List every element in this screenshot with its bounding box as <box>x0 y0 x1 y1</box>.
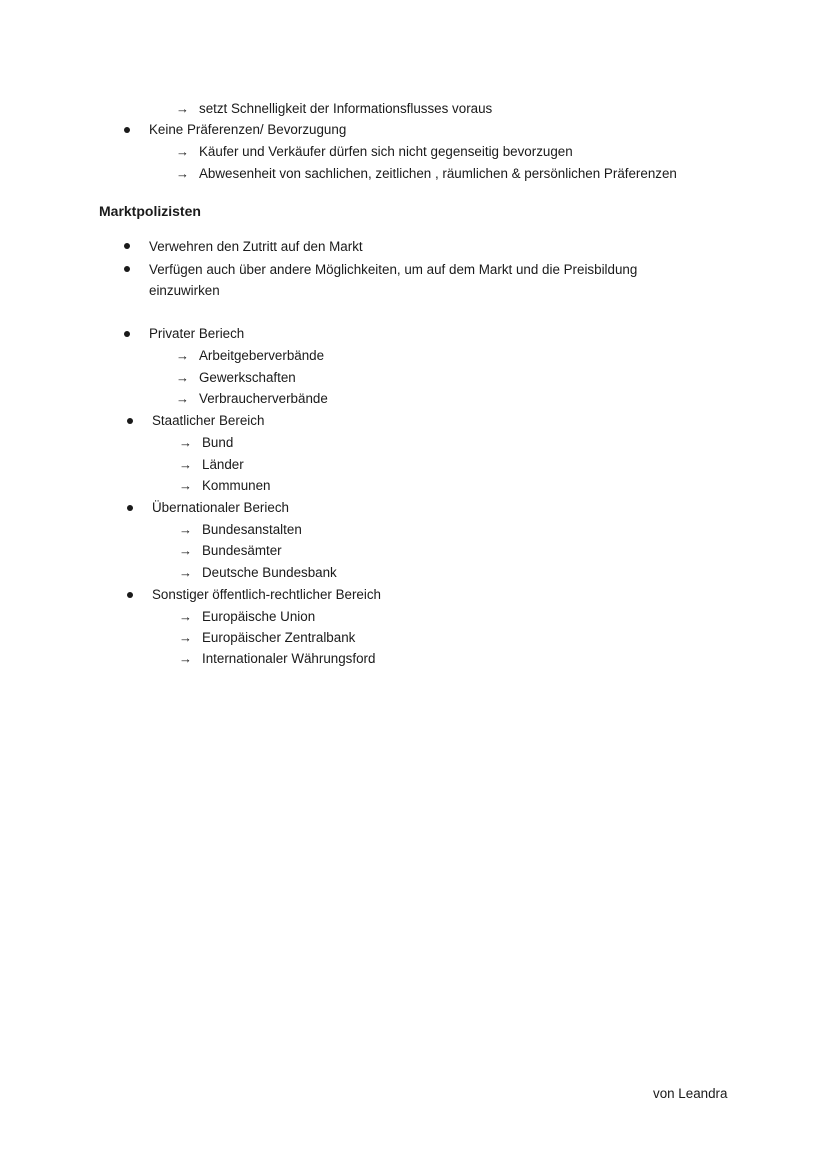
group-item: Bund <box>202 435 234 450</box>
bullet-icon <box>124 243 130 249</box>
arrow-icon: → <box>179 522 192 537</box>
arrow-item-text: Käufer und Verkäufer dürfen sich nicht gegenseitig bevorzugen <box>199 144 573 159</box>
group-item: Verbraucherverbände <box>199 391 328 406</box>
arrow-icon: → <box>179 543 192 558</box>
group-item: Länder <box>202 457 244 472</box>
group-title: Übernationaler Beriech <box>152 500 289 515</box>
arrow-icon: → <box>179 478 192 493</box>
arrow-icon: → <box>176 101 189 116</box>
group-item: Europäischer Zentralbank <box>202 630 356 645</box>
group-item: Kommunen <box>202 478 271 493</box>
group-title: Sonstiger öffentlich-rechtlicher Bereich <box>152 587 381 602</box>
author-footer: von Leandra <box>653 1086 728 1101</box>
group-item: Gewerkschaften <box>199 370 296 385</box>
arrow-icon: → <box>179 630 192 645</box>
arrow-icon: → <box>176 348 189 363</box>
arrow-icon: → <box>176 391 189 406</box>
arrow-icon: → <box>176 144 189 159</box>
group-title: Privater Beriech <box>149 326 245 341</box>
arrow-item-text: Abwesenheit von sachlichen, zeitlichen , räumlichen & persönlichen Präferenzen <box>199 166 677 181</box>
bullet-item-text: Keine Präferenzen/ Bevorzugung <box>149 122 347 137</box>
bullet-item-text-continued: einzuwirken <box>149 283 220 298</box>
arrow-item-text: setzt Schnelligkeit der Informationsflusses voraus <box>199 101 493 116</box>
bullet-icon <box>127 505 133 511</box>
group-item: Bundesanstalten <box>202 522 302 537</box>
arrow-icon: → <box>179 457 192 472</box>
group-item: Arbeitgeberverbände <box>199 348 325 363</box>
bullet-icon <box>124 266 130 272</box>
bullet-item-text: Verfügen auch über andere Möglichkeiten, um auf dem Markt und die Preisbildung <box>149 262 638 277</box>
arrow-icon: → <box>176 370 189 385</box>
bullet-icon <box>124 127 130 133</box>
group-item: Internationaler Währungsford <box>202 651 376 666</box>
bullet-icon <box>127 592 133 598</box>
bullet-icon <box>127 418 133 424</box>
arrow-icon: → <box>179 651 192 666</box>
arrow-icon: → <box>179 565 192 580</box>
group-title: Staatlicher Bereich <box>152 413 265 428</box>
bullet-item-text: Verwehren den Zutritt auf den Markt <box>149 239 363 254</box>
bullet-icon <box>124 331 130 337</box>
arrow-icon: → <box>176 166 189 181</box>
group-item: Europäische Union <box>202 609 316 624</box>
group-item: Deutsche Bundesbank <box>202 565 337 580</box>
section-heading: Marktpolizisten <box>99 203 201 219</box>
arrow-icon: → <box>179 435 192 450</box>
arrow-icon: → <box>179 609 192 624</box>
group-item: Bundesämter <box>202 543 282 558</box>
